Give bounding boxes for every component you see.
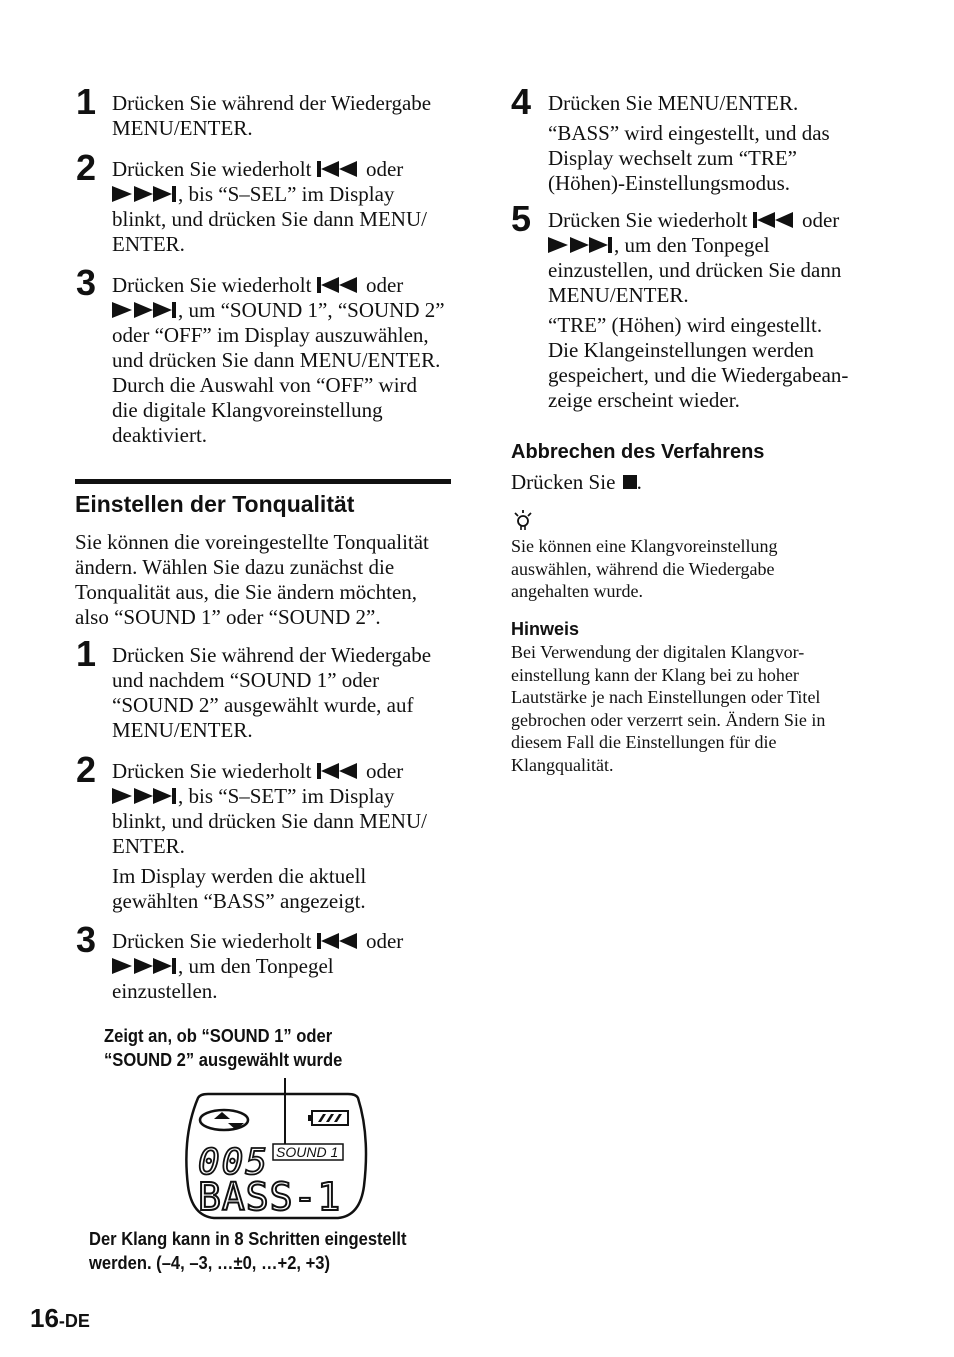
step-text: Drücken Sie wiederholt oder , um “SOUND 1”, “SOUND 2” oder “OFF” im Display auszuwählen, und drücken Sie dann MENU/ENTER. Durch die Auswahl von “OFF” wird die digitale Klangvoreinstellung deaktiviert. (112, 273, 445, 447)
track-number: 005 (198, 1142, 270, 1183)
lightbulb-tip-icon (512, 510, 534, 532)
play-next-track-icon (112, 301, 178, 319)
section-title: Einstellen der Tonqualität (75, 491, 355, 517)
step-number: 4 (511, 81, 532, 122)
stop-icon (623, 475, 637, 489)
play-next-track-icon (548, 236, 614, 254)
section-intro: Sie können die voreingestellte Tonqualität ändern. Wählen Sie dazu zunächst die Tonqualität aus, die Sie ändern möchten, also “SOUND 1” oder “SOUND 2”. (75, 530, 429, 629)
play-next-track-icon (112, 185, 178, 203)
battery-icon (308, 1111, 348, 1125)
step-text: Drücken Sie während der Wiedergabe MENU/ENTER. (112, 91, 432, 140)
step-number: 1 (76, 81, 97, 122)
step-text: Drücken Sie wiederholt oder , um den Tonpegel einzustellen, und drücken Sie dann MENU/ENTER. “TRE” (Höhen) wird eingestellt. Die Klangeinstellungen werden gespeichert, und die Wiedergabean- zeige erscheint wieder. (548, 208, 849, 412)
step-number: 5 (511, 198, 532, 239)
previous-track-icon (317, 932, 361, 950)
page-number: 16-DE (30, 1303, 90, 1333)
step-number: 2 (76, 749, 97, 790)
step-text: Drücken Sie wiederholt oder , bis “S–SET” im Display blinkt, und drücken Sie dann MENU/ ENTER. Im Display werden die aktuell gewählten “BASS” angezeigt. (112, 759, 427, 913)
previous-track-icon (317, 276, 361, 294)
step-text: Drücken Sie wiederholt oder , bis “S–SEL” im Display blinkt, und drücken Sie dann MENU/ ENTER. (112, 157, 427, 256)
hint-text: Bei Verwendung der digitalen Klangvor- einstellung kann der Klang bei zu hoher Lautstärke je nach Einstellungen oder Titel gebrochen oder verzerrt sein. Ändern Sie in diesem Fall die Einstellungen für die Klangqualität. (511, 642, 826, 775)
step-text: Drücken Sie wiederholt oder , um den Tonpegel einzustellen. (112, 929, 404, 1003)
step-number: 2 (76, 147, 97, 188)
cancel-title: Abbrechen des Verfahrens (511, 441, 765, 463)
step-number: 3 (76, 262, 97, 303)
play-mode-icon (200, 1110, 248, 1130)
step-number: 1 (76, 633, 97, 674)
previous-track-icon (317, 160, 361, 178)
tip-text: Sie können eine Klangvoreinstellung auswählen, während die Wiedergabe angehalten wurde. (511, 536, 778, 601)
step-number: 3 (76, 919, 97, 960)
hint-title: Hinweis (511, 619, 580, 639)
display-main: BASS-1 (198, 1175, 342, 1219)
cancel-text: Drücken Sie . (511, 470, 642, 494)
callout-label: Zeigt an, ob “SOUND 1” oder “SOUND 2” ausgewählt wurde (104, 1026, 343, 1070)
previous-track-icon (753, 211, 797, 229)
previous-track-icon (317, 762, 361, 780)
callout-label: Der Klang kann in 8 Schritten eingestellt werden. (–4, –3, …±0, …+2, +3) (89, 1229, 407, 1273)
lcd-display-illustration (178, 1076, 374, 1222)
section-rule (75, 479, 451, 484)
play-next-track-icon (112, 957, 178, 975)
sound-tag: SOUND 1 (276, 1144, 339, 1160)
step-text: Drücken Sie MENU/ENTER. “BASS” wird eingestellt, und das Display wechselt zum “TRE” (Höhen)-Einstellungsmodus. (548, 91, 830, 195)
play-next-track-icon (112, 787, 178, 805)
step-text: Drücken Sie während der Wiedergabe und nachdem “SOUND 1” oder “SOUND 2” ausgewählt wurde, auf MENU/ENTER. (112, 643, 432, 742)
